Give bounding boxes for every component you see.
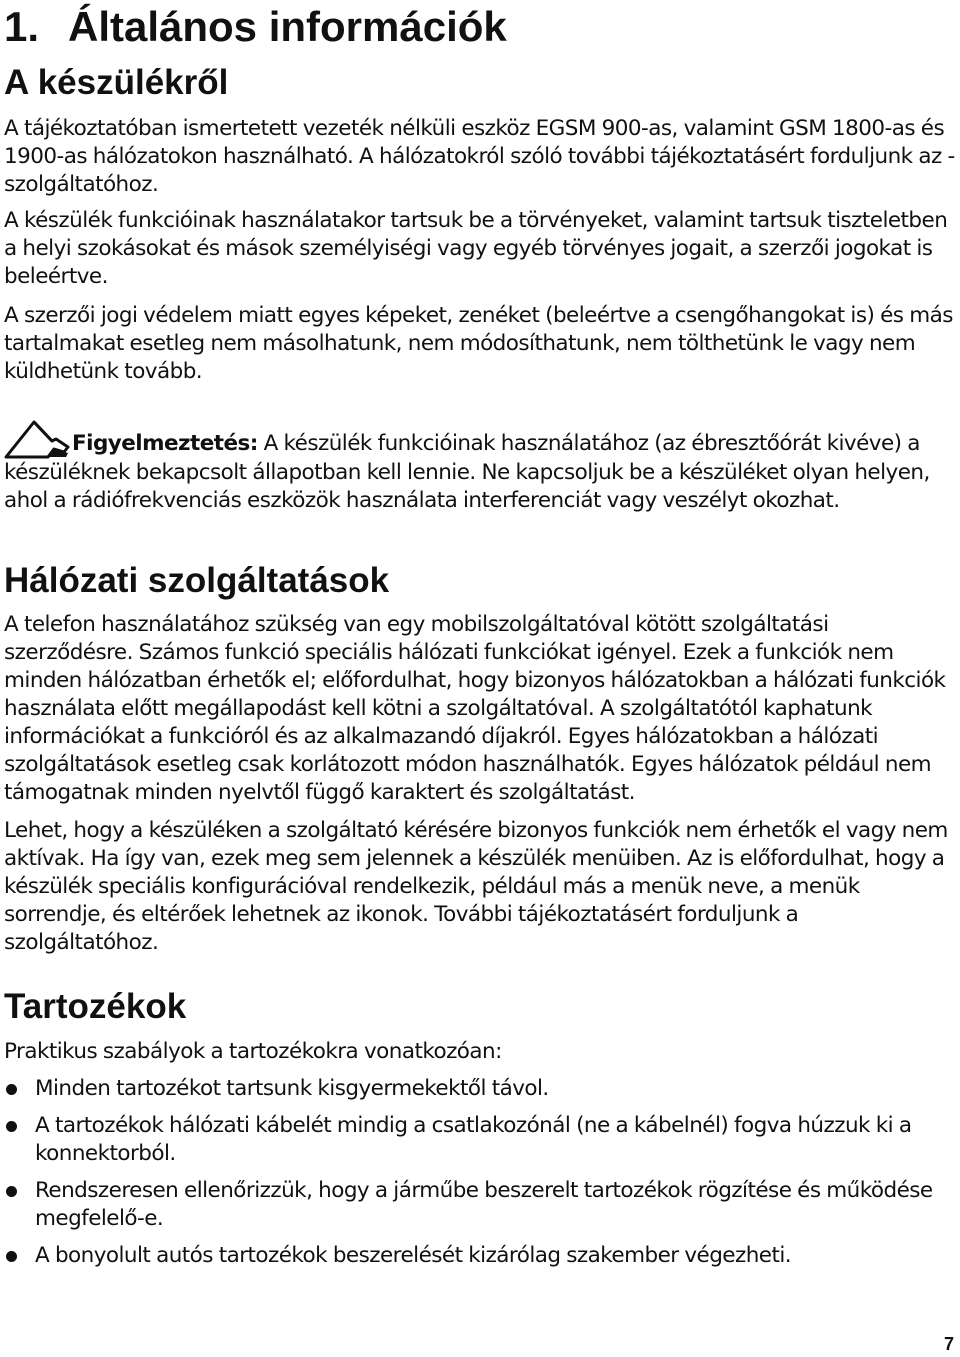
warning-paragraph (4, 419, 958, 515)
device-paragraph-2: A készülék funkcióinak használatakor tartsuk be a törvényeket, valamint tartsuk tiszteletben a helyi szokásokat és mások személyiségi vagy egyéb törvényes jogait, a szerzői jogokat is beleértve. (4, 208, 948, 289)
accessories-intro: Praktikus szabályok a tartozékokra vonatkozóan: (4, 1039, 502, 1064)
list-item: A bonyolult autós tartozékok beszerelését kizárólag szakember végezheti. (4, 1242, 958, 1270)
section-heading-network: Hálózati szolgáltatások (4, 561, 390, 600)
device-paragraph-3: A szerzői jogi védelem miatt egyes képeket, zenéket (beleértve a csengőhangokat is) és más tartalmakat esetleg nem másolhatunk, nem módosíthatunk, nem tölthetünk le vagy nem küldhetünk tovább. (4, 303, 953, 384)
page-number: 7 (943, 1334, 954, 1354)
bullet-icon (6, 1251, 17, 1262)
list-item: A tartozékok hálózati kábelét mindig a csatlakozónál (ne a kábelnél) fogva húzzuk ki a konnektorból. (4, 1112, 958, 1168)
network-paragraph-2: Lehet, hogy a készüléken a szolgáltató kérésére bizonyos funkciók nem érhetők el vagy nem aktívak. Ha így van, ezek meg sem jelennek a készülék menüiben. Az is előfordulhat, hogy a készülék speciális konfigurációval rendelkezik, például más a menük neve, a menük sorrendje, és eltérőek lehetnek az ikonok. További tájékoztatásért forduljunk a szolgáltatóhoz. (4, 818, 948, 955)
accessories-list (4, 1075, 958, 1270)
warning-hand-icon (4, 419, 70, 459)
list-item: Minden tartozékot tartsunk kisgyermekektől távol. (4, 1075, 958, 1103)
list-item: Rendszeresen ellenőrizzük, hogy a járműbe beszerelt tartozékok rögzítése és működése megfelelő-e. (4, 1177, 958, 1233)
chapter-title-text: Általános információk (68, 3, 507, 50)
section-heading-device: A készülékről (4, 63, 229, 102)
warning-text: A készülék funkcióinak használatához (az ébresztőórát kivéve) a készüléknek bekapcsolt állapotban kell lennie. Ne kapcsoljuk be a készüléket olyan helyen, ahol a rádiófrekvenciás eszközök használata interferenciát vagy veszélyt okozhat. (4, 431, 930, 513)
bullet-icon (6, 1084, 17, 1095)
section-heading-accessories: Tartozékok (4, 987, 187, 1026)
chapter-number: 1. (4, 3, 40, 50)
device-paragraph-1: A tájékoztatóban ismertetett vezeték nélküli eszköz EGSM 900-as, valamint GSM 1800-as és 1900-as hálózatokon használható. A hálózatokról szóló további tájékoztatásért forduljunk az -szolgáltatóhoz. (4, 116, 955, 197)
chapter-title (4, 2, 507, 52)
network-paragraph-1: A telefon használatához szükség van egy mobilszolgáltatóval kötött szolgáltatási szerződésre. Számos funkció speciális hálózati funkciókat igényel. Ezek a funkciók nem minden hálózatban érhetők el; előfordulhat, hogy bizonyos hálózatokban a hálózati funkciók használata előtt megállapodást kell kötni a szolgáltatóval. A szolgáltatótól kaphatunk információkat a funkcióról és az alkalmazandó díjakról. Egyes hálózatokban a hálózati szolgáltatások esetleg csak korlátozott módon használhatók. Egyes hálózatok például nem támogatnak minden nyelvtől függő karaktert és szolgáltatást. (4, 612, 946, 805)
bullet-icon (6, 1186, 17, 1197)
warning-title: Figyelmeztetés: (72, 431, 258, 456)
bullet-icon (6, 1121, 17, 1132)
